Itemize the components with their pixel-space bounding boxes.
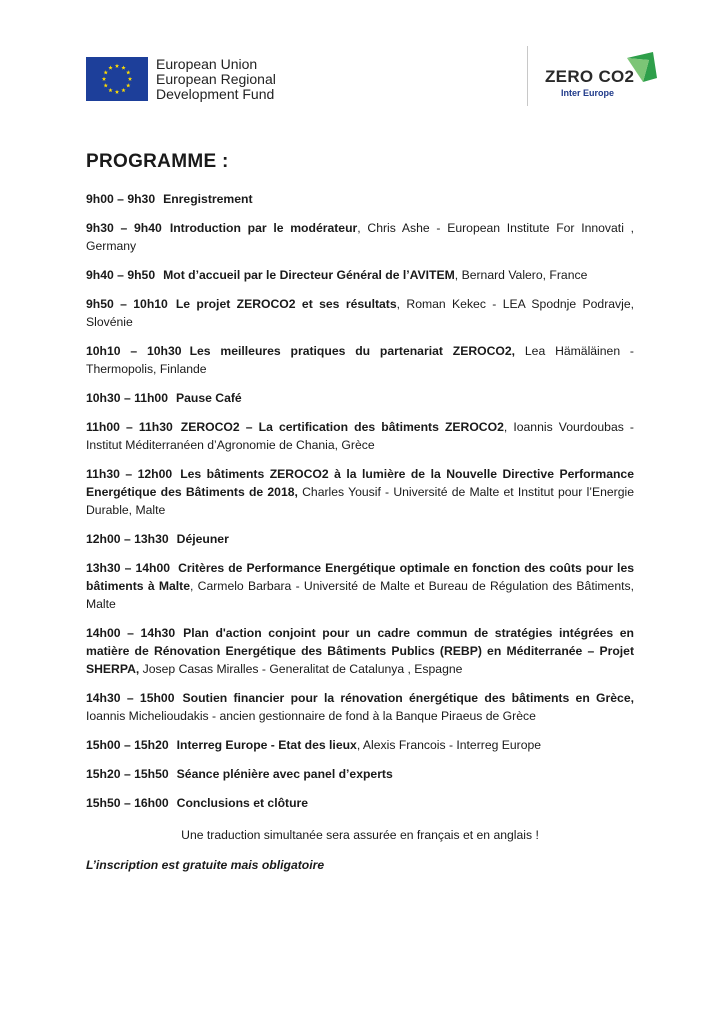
programme-item-speaker: Lea Hämäläinen - Thermopolis, Finlande [86,344,634,376]
programme-item [86,418,634,454]
registration-note: L’inscription est gratuite mais obligatoire [86,858,325,872]
programme-item-title: Pause Café [176,391,242,405]
translation-note: Une traduction simultanée sera assurée en français et en anglais ! [181,828,539,842]
eu-line: European Regional [156,71,276,87]
zeroco2-logo [545,52,665,102]
eu-star-icon [121,88,125,92]
eu-star-icon [126,70,130,74]
programme-item-time: 12h00 – 13h30 [86,532,169,546]
programme-title: PROGRAMME : [86,151,229,172]
eu-logo-text [156,57,276,102]
programme-item-time: 10h30 – 11h00 [86,391,168,405]
interreg-europe-wordmark: Inter Europe [561,88,615,98]
zeroco2-wordmark: ZERO CO2 [545,67,635,86]
programme-item [86,190,634,208]
programme-item-speaker: , Carmelo Barbara - Université de Malte et Bureau de Régulation des Bâtiments, Malte [86,579,634,611]
programme-item-speaker: , Ioannis Vourdoubas - Institut Méditerranéen d’Agronomie de Chania, Grèce [86,420,634,452]
programme-item [86,689,634,725]
programme-item-title: Séance plénière avec panel d’experts [176,767,393,781]
programme-item-title: Les bâtiments ZEROCO2 à la lumière de la Nouvelle Directive Performance Energétique des Bâtiments de 2018, [86,467,634,499]
eu-star-icon [126,83,130,87]
programme-item-time: 9h40 – 9h50 [86,268,156,282]
programme-item-title: Introduction par le modérateur [169,221,358,235]
programme-item-title: Déjeuner [176,532,229,546]
programme-item-time: 13h30 – 14h00 [86,561,171,575]
eu-logo [86,57,276,102]
eu-star-icon [104,83,108,87]
programme-item-title: ZEROCO2 – La certification des bâtiments ZEROCO2 [180,420,504,434]
programme-item-speaker: , Chris Ashe - European Institute For Innovati , Germany [86,221,635,253]
programme-item [86,295,634,331]
eu-line: European Union [156,56,258,72]
eu-line: Development Fund [156,86,275,102]
programme-item [86,736,634,754]
programme-item [86,465,634,519]
programme-item-speaker: Josep Casas Miralles - Generalitat de Catalunya , Espagne [139,662,463,676]
programme-item-time: 9h00 – 9h30 [86,192,156,206]
programme-item-time: 15h50 – 16h00 [86,796,169,810]
programme-item-speaker: Charles Yousif - Université de Malte et Institut pour l’Energie Durable, Malte [86,485,634,517]
programme-item-time: 15h00 – 15h20 [86,738,169,752]
programme-item [86,342,634,378]
programme-item [86,794,634,812]
eu-flag-icon [86,57,148,101]
programme-item-title: Soutien financier pour la rénovation énergétique des bâtiments en Grèce, [182,691,635,705]
programme-item-time: 14h30 – 15h00 [86,691,175,705]
programme-item-title: Le projet ZEROCO2 et ses résultats [175,297,397,311]
programme-item-title: Conclusions et clôture [176,796,309,810]
header-divider [527,46,528,106]
eu-star-icon [108,88,112,92]
programme-item-title: Critères de Performance Energétique optimale en fonction des coûts pour les bâtiments à Malte [86,561,634,593]
programme-item-time: 10h10 – 10h30 [86,344,182,358]
programme-item [86,219,634,255]
programme-item-title: Plan d'action conjoint pour un cadre commun de stratégies intégrées en matière de Rénovation Energétique des Bâtiments Publics (REBP) en Méditerranée – Projet SHERPA, [86,626,634,676]
eu-star-icon [121,65,125,69]
programme-item-title: Les meilleures pratiques du partenariat ZEROCO2, [189,344,516,358]
eu-star-icon [108,65,112,69]
programme-item-time: 11h30 – 12h00 [86,467,173,481]
programme-item-time: 11h00 – 11h30 [86,420,173,434]
programme-item [86,266,634,284]
programme-list [86,190,634,812]
page-header [0,0,720,120]
eu-star-icon [104,70,108,74]
programme-item [86,765,634,783]
programme-section [86,150,634,874]
programme-item-time: 14h00 – 14h30 [86,626,176,640]
eu-star-icon [115,64,119,68]
programme-item [86,559,634,613]
programme-item-time: 15h20 – 15h50 [86,767,169,781]
programme-item-speaker: , Bernard Valero, France [454,268,588,282]
programme-item-time: 9h30 – 9h40 [86,221,162,235]
programme-item-title: Interreg Europe - Etat des lieux [176,738,357,752]
eu-star-icon [102,77,106,81]
programme-item-title: Mot d’accueil par le Directeur Général de l’AVITEM [163,268,455,282]
programme-item [86,624,634,678]
programme-item-speaker: , Roman Kekec - LEA Spodnje Podravje, Slovénie [86,297,635,329]
programme-item-title: Enregistrement [163,192,253,206]
programme-item-speaker: Ioannis Michelioudakis - ancien gestionnaire de fond à la Banque Piraeus de Grèce [86,709,536,723]
eu-star-icon [115,90,119,94]
programme-item-time: 9h50 – 10h10 [86,297,168,311]
eu-star-icon [128,77,132,81]
programme-item-speaker: , Alexis Francois - Interreg Europe [356,738,542,752]
programme-item [86,530,634,548]
programme-item [86,389,634,407]
